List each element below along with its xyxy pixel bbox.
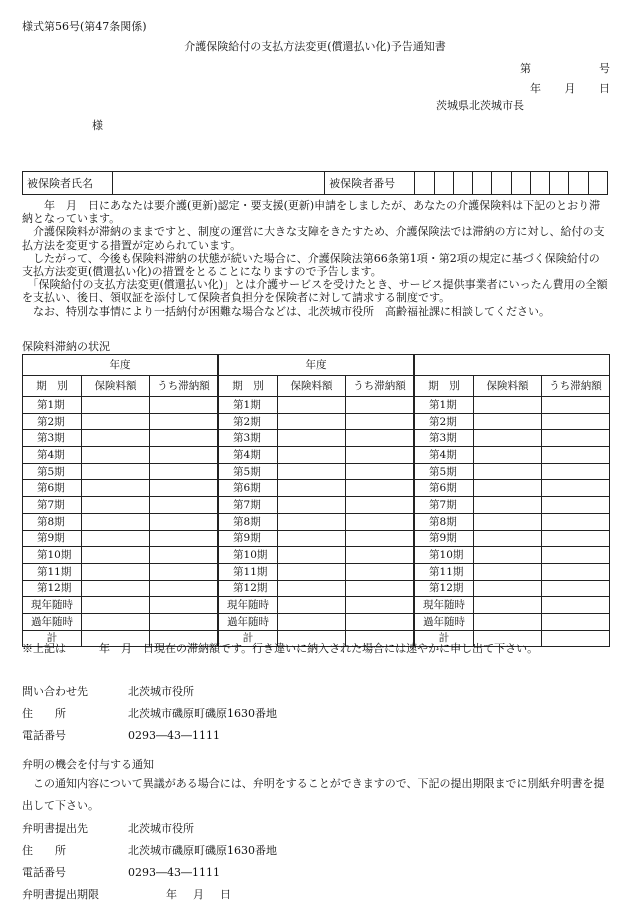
- table-row: [219, 513, 414, 530]
- column-header: 保険料額: [278, 376, 346, 397]
- arrears-amount-cell[interactable]: [542, 447, 610, 464]
- arrears-amount-cell[interactable]: [542, 430, 610, 447]
- arrears-amount-cell[interactable]: [542, 580, 610, 597]
- period-label: 第4期: [415, 447, 474, 464]
- arrears-amount-cell[interactable]: [346, 580, 414, 597]
- body-paragraph: 介護保険料が滞納のままですと、制度の運営に大きな支障をきたすため、介護保険法では滞納の方に対し、給付の支払方法を変更する措置が定められています。: [22, 225, 605, 252]
- table-row: [415, 547, 610, 564]
- arrears-amount-cell[interactable]: [150, 413, 218, 430]
- contact-row: [22, 839, 277, 861]
- period-label: 第8期: [219, 513, 278, 530]
- contact-value: 0293―43―1111: [128, 728, 220, 742]
- contact-key: 住 所: [22, 707, 66, 720]
- contact-row: [22, 861, 277, 883]
- premium-amount-cell[interactable]: [474, 497, 542, 514]
- arrears-amount-cell[interactable]: [542, 463, 610, 480]
- premium-amount-cell[interactable]: [474, 480, 542, 497]
- table-row: [23, 530, 218, 547]
- table-row: [415, 413, 610, 430]
- table-row: [219, 547, 414, 564]
- contact-row: [22, 817, 277, 839]
- insured-number-digit[interactable]: [550, 172, 569, 195]
- premium-amount-cell[interactable]: [474, 580, 542, 597]
- premium-amount-cell[interactable]: [278, 563, 346, 580]
- arrears-amount-cell[interactable]: [542, 613, 610, 630]
- insured-name-label: 被保険者氏名: [23, 172, 113, 195]
- premium-amount-cell[interactable]: [474, 530, 542, 547]
- contact-row: [22, 702, 277, 724]
- period-label: 第1期: [219, 397, 278, 414]
- table-row: [23, 547, 218, 564]
- arrears-amount-cell[interactable]: [346, 563, 414, 580]
- arrears-amount-cell[interactable]: [150, 447, 218, 464]
- premium-amount-cell[interactable]: [474, 563, 542, 580]
- table-row: [219, 447, 414, 464]
- arrears-amount-cell[interactable]: [542, 497, 610, 514]
- contact-key: 問い合わせ先: [22, 685, 88, 698]
- period-label: 第12期: [415, 580, 474, 597]
- premium-amount-cell[interactable]: [82, 580, 150, 597]
- arrears-amount-cell[interactable]: [346, 530, 414, 547]
- arrears-amount-cell[interactable]: [150, 597, 218, 614]
- document-number-line: [520, 60, 610, 76]
- arrears-amount-cell[interactable]: [150, 497, 218, 514]
- premium-amount-cell[interactable]: [82, 430, 150, 447]
- contact-key: 弁明書提出先: [22, 822, 88, 835]
- table-row: [23, 463, 218, 480]
- date-day: 日: [599, 82, 610, 95]
- premium-amount-cell[interactable]: [474, 430, 542, 447]
- period-label: 第12期: [23, 580, 82, 597]
- column-header: うち滞納額: [542, 376, 610, 397]
- period-label: 第3期: [415, 430, 474, 447]
- period-label: 第11期: [219, 563, 278, 580]
- premium-amount-cell[interactable]: [278, 447, 346, 464]
- table-row: [23, 480, 218, 497]
- period-label: 第5期: [23, 463, 82, 480]
- explanation-contact-block: [22, 817, 277, 905]
- fiscal-year-header: 年度: [23, 355, 218, 376]
- table-row: [219, 530, 414, 547]
- arrears-amount-cell[interactable]: [346, 397, 414, 414]
- deadline-year: 年: [166, 888, 177, 901]
- period-label: 第2期: [415, 413, 474, 430]
- arrears-amount-cell[interactable]: [346, 597, 414, 614]
- insured-number-label: 被保険者番号: [325, 172, 415, 195]
- period-label: 第3期: [23, 430, 82, 447]
- period-label: 第6期: [415, 480, 474, 497]
- arrears-amount-cell[interactable]: [346, 447, 414, 464]
- period-label: 第9期: [415, 530, 474, 547]
- premium-amount-cell[interactable]: [82, 397, 150, 414]
- insured-number-digit[interactable]: [415, 172, 434, 195]
- arrears-amount-cell[interactable]: [346, 413, 414, 430]
- insured-number-digit[interactable]: [473, 172, 492, 195]
- table-row: [219, 580, 414, 597]
- period-label: 第6期: [23, 480, 82, 497]
- issue-date-line: [530, 80, 610, 96]
- column-header: 期 別: [415, 376, 474, 397]
- explanation-paragraph: この通知内容について異議がある場合には、弁明をすることができますので、下記の提出期限までに別紙弁明書を提出して下さい。: [22, 777, 605, 812]
- premium-amount-cell[interactable]: [82, 413, 150, 430]
- column-header: うち滞納額: [150, 376, 218, 397]
- table-row: [415, 613, 610, 630]
- table-row: [415, 447, 610, 464]
- table-row: [219, 397, 414, 414]
- table-row: [219, 413, 414, 430]
- contact-row: [22, 724, 277, 746]
- premium-amount-cell[interactable]: [82, 480, 150, 497]
- deadline-day: 日: [220, 888, 231, 901]
- explanation-notice-body: [22, 773, 612, 817]
- insured-number-digit[interactable]: [588, 172, 607, 195]
- period-label: 現年随時: [415, 597, 474, 614]
- premium-amount-cell[interactable]: [82, 463, 150, 480]
- document-title: 介護保険給付の支払方法変更(償還払い化)予告通知書: [184, 40, 446, 53]
- body-paragraph: したがって、今後も保険料滞納の状態が続いた場合に、介護保険法第66条第1項・第2項の規定に基づく保険給付の支払方法変更(償還払い化)の措置をとることになりますので予告します。: [22, 251, 600, 279]
- contact-key: 住 所: [22, 844, 66, 857]
- period-label: 過年随時: [415, 613, 474, 630]
- period-label: 第7期: [219, 497, 278, 514]
- period-label: 現年随時: [23, 597, 82, 614]
- premium-amount-cell[interactable]: [474, 397, 542, 414]
- arrears-amount-cell[interactable]: [346, 513, 414, 530]
- period-label: 第2期: [23, 413, 82, 430]
- premium-amount-cell[interactable]: [278, 463, 346, 480]
- period-label: 第11期: [23, 563, 82, 580]
- table-row: [23, 563, 218, 580]
- contact-key: 電話番号: [22, 729, 66, 742]
- table-row: [219, 497, 414, 514]
- arrears-amount-cell[interactable]: [542, 597, 610, 614]
- column-header: 期 別: [219, 376, 278, 397]
- insured-info-table: [22, 171, 608, 195]
- arrears-status-label: 保険料滞納の状況: [22, 340, 110, 353]
- premium-amount-cell[interactable]: [278, 513, 346, 530]
- arrears-note: ※上記は 年 月 日現在の滞納額です。行き違いに納入された場合には速やかに申し出て下さい。: [22, 642, 539, 655]
- body-paragraph: なお、特別な事情により一括納付が困難な場合などは、北茨城市役所 高齢福祉課に相談してください。: [22, 304, 550, 318]
- arrears-amount-cell[interactable]: [346, 463, 414, 480]
- contact-key: 電話番号: [22, 866, 66, 879]
- premium-amount-cell[interactable]: [82, 547, 150, 564]
- arrears-amount-cell[interactable]: [346, 480, 414, 497]
- body-paragraph: 「保険給付の支払方法変更(償還払い化)」とは介護サービスを受けたとき、サービス提供事業者にいったん費用の全額を支払い、後日、領収証を添付して保険者負担分を保険者に対して請求する制度です。: [22, 278, 608, 305]
- premium-amount-cell[interactable]: [82, 513, 150, 530]
- table-row: [415, 580, 610, 597]
- premium-amount-cell[interactable]: [82, 613, 150, 630]
- insured-number-digit[interactable]: [511, 172, 530, 195]
- premium-amount-cell[interactable]: [278, 397, 346, 414]
- premium-amount-cell[interactable]: [278, 613, 346, 630]
- table-row: [415, 530, 610, 547]
- arrears-amount-cell[interactable]: [542, 397, 610, 414]
- notice-body: [22, 199, 608, 318]
- premium-amount-cell[interactable]: [278, 530, 346, 547]
- body-paragraph: 年 月 日にあなたは要介護(更新)認定・要支援(更新)申請をしましたが、あなたの介護保険料は下記のとおり滞納となっています。: [22, 199, 601, 226]
- issuer-name: 茨城県北茨城市長: [436, 99, 524, 112]
- premium-amount-cell[interactable]: [278, 413, 346, 430]
- premium-amount-cell[interactable]: [278, 497, 346, 514]
- arrears-table: [218, 354, 414, 647]
- table-row: [415, 513, 610, 530]
- period-label: 第6期: [219, 480, 278, 497]
- arrears-amount-cell[interactable]: [150, 430, 218, 447]
- period-label: 第10期: [23, 547, 82, 564]
- premium-amount-cell[interactable]: [474, 613, 542, 630]
- arrears-amount-cell[interactable]: [346, 430, 414, 447]
- premium-amount-cell[interactable]: [82, 447, 150, 464]
- date-month: 月: [564, 82, 576, 95]
- period-label: 現年随時: [219, 597, 278, 614]
- contact-value: 北茨城市役所: [128, 822, 194, 835]
- table-row: [415, 563, 610, 580]
- period-label: 過年随時: [23, 613, 82, 630]
- table-row: [415, 480, 610, 497]
- contact-value: 北茨城市磯原町磯原1630番地: [128, 844, 277, 857]
- arrears-tables: [22, 354, 608, 647]
- premium-amount-cell[interactable]: [278, 547, 346, 564]
- table-row: [23, 447, 218, 464]
- arrears-table: [22, 354, 218, 647]
- table-row: [23, 497, 218, 514]
- deadline-date: [166, 886, 231, 902]
- contact-row: [22, 680, 277, 702]
- arrears-amount-cell[interactable]: [150, 547, 218, 564]
- arrears-amount-cell[interactable]: [542, 513, 610, 530]
- period-label: 第10期: [219, 547, 278, 564]
- table-row: [415, 463, 610, 480]
- table-row: [219, 480, 414, 497]
- insured-number-digit[interactable]: [492, 172, 511, 195]
- insured-number-digit[interactable]: [530, 172, 549, 195]
- deadline-key: 弁明書提出期限: [22, 888, 99, 901]
- fiscal-year-header: [415, 355, 610, 376]
- deadline-row: [22, 883, 277, 905]
- contact-value: 0293―43―1111: [128, 865, 220, 879]
- table-row: [23, 613, 218, 630]
- arrears-amount-cell[interactable]: [150, 463, 218, 480]
- premium-amount-cell[interactable]: [474, 463, 542, 480]
- column-header: 期 別: [23, 376, 82, 397]
- period-label: 計: [415, 630, 474, 647]
- arrears-amount-cell[interactable]: [542, 547, 610, 564]
- period-label: 第9期: [219, 530, 278, 547]
- date-year: 年: [530, 82, 541, 95]
- arrears-amount-cell[interactable]: [346, 613, 414, 630]
- period-label: 第8期: [415, 513, 474, 530]
- premium-amount-cell[interactable]: [278, 597, 346, 614]
- period-label: 第5期: [415, 463, 474, 480]
- number-dai: 第: [520, 62, 531, 75]
- table-row: [219, 563, 414, 580]
- table-row: [23, 413, 218, 430]
- table-row: [23, 430, 218, 447]
- period-label: 第8期: [23, 513, 82, 530]
- deadline-month: 月: [193, 888, 204, 901]
- period-label: 第7期: [23, 497, 82, 514]
- addressee-suffix: 様: [92, 119, 103, 132]
- table-row: [219, 613, 414, 630]
- period-label: 第7期: [415, 497, 474, 514]
- table-row: [415, 397, 610, 414]
- premium-amount-cell[interactable]: [82, 497, 150, 514]
- insured-number-digit[interactable]: [434, 172, 453, 195]
- table-row: [23, 397, 218, 414]
- arrears-table: [414, 354, 610, 647]
- period-label: 第1期: [415, 397, 474, 414]
- period-label: 第3期: [219, 430, 278, 447]
- period-label: 第9期: [23, 530, 82, 547]
- arrears-amount-cell[interactable]: [150, 613, 218, 630]
- column-header: うち滞納額: [346, 376, 414, 397]
- fiscal-year-header: 年度: [219, 355, 414, 376]
- arrears-amount-cell[interactable]: [542, 530, 610, 547]
- arrears-amount-cell[interactable]: [150, 530, 218, 547]
- table-row: [23, 597, 218, 614]
- premium-amount-cell[interactable]: [278, 430, 346, 447]
- premium-amount-cell[interactable]: [278, 580, 346, 597]
- premium-amount-cell[interactable]: [278, 480, 346, 497]
- table-row: [415, 430, 610, 447]
- period-label: 計: [219, 630, 278, 647]
- table-row: [23, 580, 218, 597]
- premium-amount-cell[interactable]: [474, 413, 542, 430]
- form-number: 様式第56号(第47条関係): [22, 20, 147, 33]
- arrears-amount-cell[interactable]: [150, 513, 218, 530]
- arrears-amount-cell[interactable]: [542, 563, 610, 580]
- arrears-amount-cell[interactable]: [150, 480, 218, 497]
- premium-amount-cell[interactable]: [474, 447, 542, 464]
- period-label: 第4期: [219, 447, 278, 464]
- contact-value: 北茨城市役所: [128, 685, 194, 698]
- period-label: 第1期: [23, 397, 82, 414]
- insured-number-digit[interactable]: [569, 172, 588, 195]
- table-row: [23, 513, 218, 530]
- column-header: 保険料額: [82, 376, 150, 397]
- table-row: [219, 430, 414, 447]
- table-row: [415, 597, 610, 614]
- arrears-amount-cell[interactable]: [542, 480, 610, 497]
- period-label: 第12期: [219, 580, 278, 597]
- period-label: 過年随時: [219, 613, 278, 630]
- arrears-amount-cell[interactable]: [542, 413, 610, 430]
- premium-amount-cell[interactable]: [474, 513, 542, 530]
- premium-amount-cell[interactable]: [82, 563, 150, 580]
- period-label: 第5期: [219, 463, 278, 480]
- arrears-amount-cell[interactable]: [346, 497, 414, 514]
- premium-amount-cell[interactable]: [474, 547, 542, 564]
- arrears-amount-cell[interactable]: [150, 397, 218, 414]
- premium-amount-cell[interactable]: [82, 597, 150, 614]
- period-label: 第4期: [23, 447, 82, 464]
- arrears-amount-cell[interactable]: [150, 580, 218, 597]
- explanation-notice-title: 弁明の機会を付与する通知: [22, 758, 154, 771]
- period-label: 計: [23, 630, 82, 647]
- premium-amount-cell[interactable]: [82, 530, 150, 547]
- period-label: 第11期: [415, 563, 474, 580]
- arrears-amount-cell[interactable]: [346, 547, 414, 564]
- table-row: [415, 497, 610, 514]
- insured-number-digit[interactable]: [453, 172, 472, 195]
- period-label: 第10期: [415, 547, 474, 564]
- period-label: 第2期: [219, 413, 278, 430]
- column-header: 保険料額: [474, 376, 542, 397]
- contact-block: [22, 680, 277, 746]
- arrears-amount-cell[interactable]: [150, 563, 218, 580]
- premium-amount-cell[interactable]: [474, 597, 542, 614]
- table-row: [219, 463, 414, 480]
- arrears-amount-cell[interactable]: [542, 630, 610, 647]
- insured-name-cell[interactable]: [113, 172, 325, 195]
- number-go: 号: [599, 62, 610, 75]
- contact-value: 北茨城市磯原町磯原1630番地: [128, 707, 277, 720]
- table-row: [219, 597, 414, 614]
